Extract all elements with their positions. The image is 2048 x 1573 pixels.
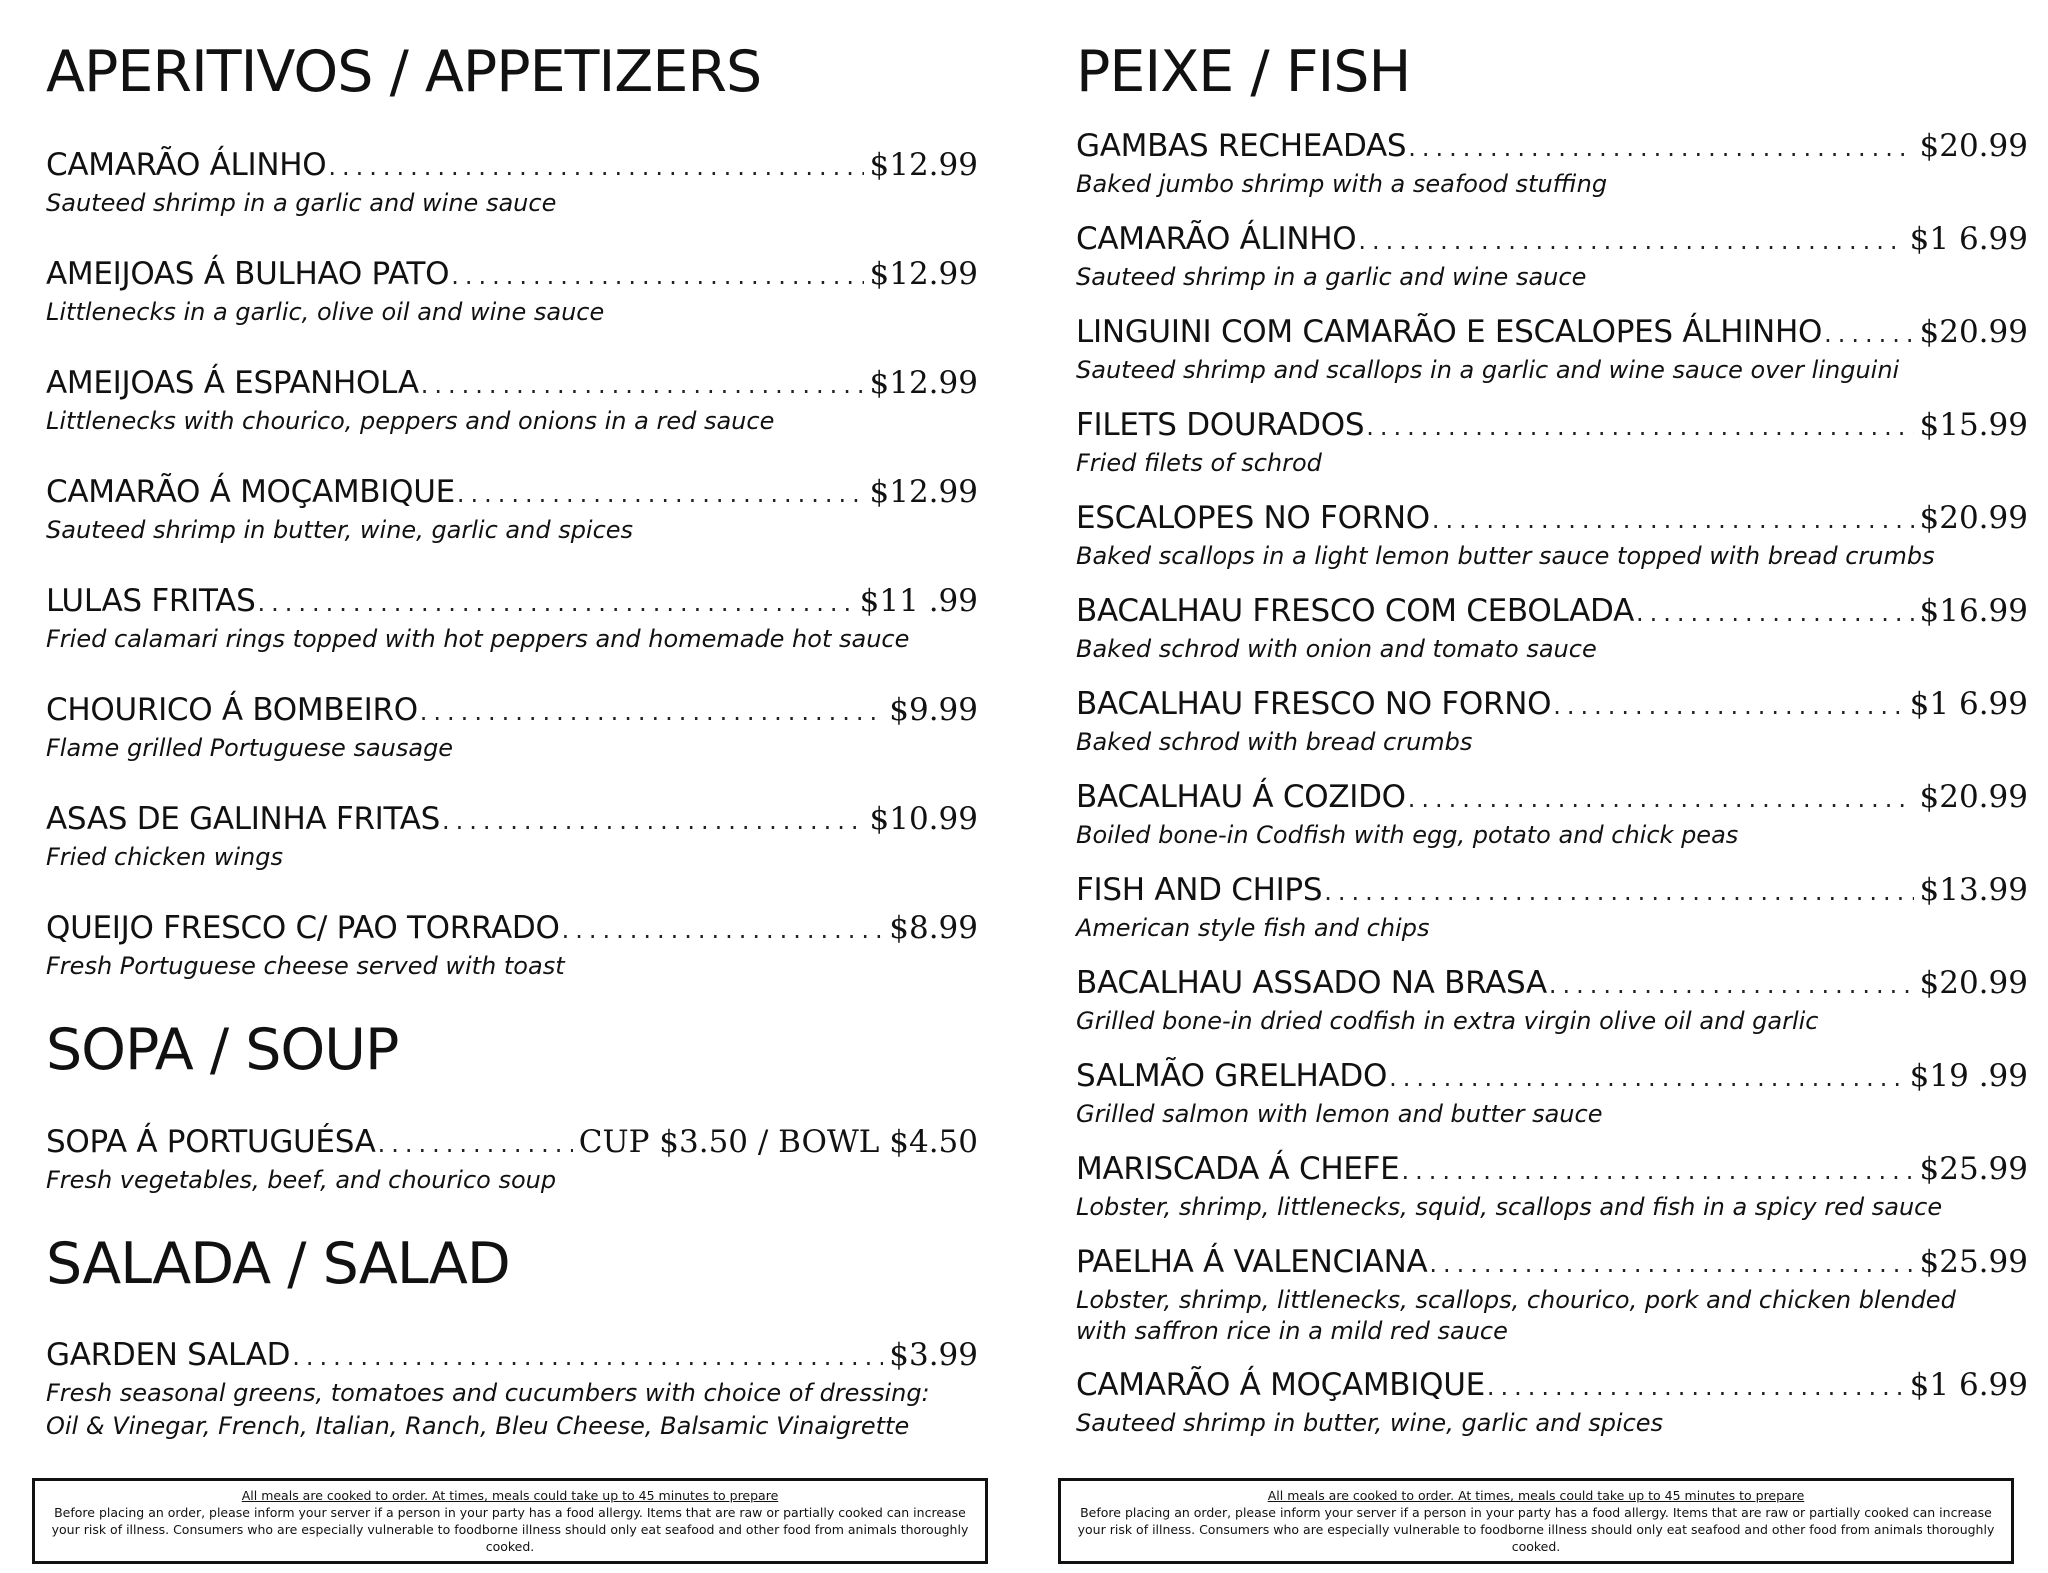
item-name: AMEIJOAS Á BULHAO PATO [46,256,450,292]
leader-dots [378,1125,573,1163]
item-name: GARDEN SALAD [46,1337,291,1373]
menu-item [46,473,978,546]
menu-item [46,255,978,328]
item-price: $16.99 [1919,593,2028,629]
leader-dots [1636,594,1914,632]
leader-dots [1401,1152,1913,1190]
leader-dots [1432,501,1914,539]
menu-item [1076,220,2028,293]
item-name: CAMARÃO Á MOÇAMBIQUE [1076,1367,1485,1403]
menu-item [1076,1243,2028,1347]
item-description: Grilled salmon with lemon and butter sauce [1076,1100,1603,1128]
leader-dots [1358,222,1903,260]
item-price: $25.99 [1919,1151,2028,1187]
item-price: $20.99 [1919,779,2028,815]
leader-dots [328,148,863,186]
item-description: Sauteed shrimp in a garlic and wine sauce [1076,263,1587,291]
item-price: $8.99 [889,910,978,946]
item-name: MARISCADA Á CHEFE [1076,1151,1400,1187]
menu-item [1076,313,2028,386]
menu-item [1076,499,2028,572]
item-description: Fresh Portuguese cheese served with toast [46,952,565,980]
item-price: $13.99 [1919,872,2028,908]
item-name: CAMARÃO Á MOÇAMBIQUE [46,474,455,510]
leader-dots [1389,1059,1904,1097]
leader-dots [442,802,863,840]
item-name: GAMBAS RECHEADAS [1076,128,1407,164]
item-name: FISH AND CHIPS [1076,872,1323,908]
item-name: BACALHAU FRESCO NO FORNO [1076,686,1552,722]
leader-dots [421,366,864,404]
item-description: Baked jumbo shrimp with a seafood stuffing [1076,170,1608,198]
item-description: Flame grilled Portuguese sausage [46,734,454,762]
item-description: Littlenecks in a garlic, olive oil and wine sauce [46,298,605,326]
allergy-notice [1058,1478,2014,1564]
item-description: Fried calamari rings topped with hot peppers and homemade hot sauce [46,625,910,653]
menu-item [1076,964,2028,1037]
item-price: $1 6.99 [1909,686,2028,722]
item-description: Sauteed shrimp in a garlic and wine sauce [46,189,557,217]
item-description: Baked schrod with onion and tomato sauce [1076,635,1597,663]
item-name: PAELHA Á VALENCIANA [1076,1244,1428,1280]
leader-dots [451,257,863,295]
item-name: BACALHAU Á COZIDO [1076,779,1406,815]
menu-item [1076,127,2028,200]
item-description: Sauteed shrimp in butter, wine, garlic and spices [46,516,634,544]
leader-dots [292,1338,883,1376]
leader-dots [1824,315,1913,353]
notice-title: All meals are cooked to order. At times, meals could take up to 45 minutes to prepare [1267,1488,1805,1503]
leader-dots [1324,873,1913,911]
item-name: FILETS DOURADOS [1076,407,1365,443]
menu-item [1076,1366,2028,1439]
item-description: Fresh vegetables, beef, and chourico soup [46,1166,557,1194]
item-name: SOPA Á PORTUGUÉSA [46,1124,376,1160]
item-description: Sauteed shrimp and scallops in a garlic and wine sauce over linguini [1076,356,1900,384]
item-price: $10.99 [869,801,978,837]
item-price: $20.99 [1919,965,2028,1001]
notice-body: Before placing an order, please inform your server if a person in your party has a food allergy. Items that are raw or partially cooked can increase your risk of illness. Consumers who are especially vulnerable to foodborne illness should only eat seafood and other food from animals thoroughly cooked. [1077,1505,1995,1554]
leader-dots [1408,780,1914,818]
menu-column-right [1060,0,2040,1573]
item-description: Fresh seasonal greens, tomatoes and cucumbers with choice of dressing: [46,1379,930,1407]
item-name: BACALHAU FRESCO COM CEBOLADA [1076,593,1634,629]
section-title-fish: PEIXE / FISH [1076,39,1411,105]
menu-item [46,909,978,982]
menu-item [1076,1150,2028,1223]
item-name: LINGUINI COM CAMARÃO E ESCALOPES ÁLHINHO [1076,314,1823,350]
section-title-salad: SALADA / SALAD [46,1231,510,1297]
item-description: Fried chicken wings [46,843,283,871]
menu-item [1076,685,2028,758]
leader-dots [1553,687,1903,725]
item-name: BACALHAU ASSADO NA BRASA [1076,965,1547,1001]
item-price: $9.99 [889,692,978,728]
menu-item [1076,592,2028,665]
leader-dots [1366,408,1913,446]
leader-dots [1487,1368,1904,1406]
item-name: CAMARÃO ÁLINHO [46,147,327,183]
leader-dots [1429,1245,1913,1283]
item-price: $20.99 [1919,128,2028,164]
menu-item [1076,778,2028,851]
menu-item [46,1123,978,1196]
leader-dots [257,584,853,622]
item-price: $12.99 [869,365,978,401]
item-name: AMEIJOAS Á ESPANHOLA [46,365,419,401]
item-name: CAMARÃO ÁLINHO [1076,221,1357,257]
item-name: ESCALOPES NO FORNO [1076,500,1430,536]
item-name: CHOURICO Á BOMBEIRO [46,692,418,728]
item-price: $15.99 [1919,407,2028,443]
item-name: QUEIJO FRESCO C/ PAO TORRADO [46,910,560,946]
menu-item [46,691,978,764]
item-description: Sauteed shrimp in butter, wine, garlic and spices [1076,1409,1664,1437]
item-name: SALMÃO GRELHADO [1076,1058,1388,1094]
leader-dots [420,693,883,731]
notice-title: All meals are cooked to order. At times, meals could take up to 45 minutes to prepare [241,1488,779,1503]
item-price: $12.99 [869,256,978,292]
section-title-appetizers: APERITIVOS / APPETIZERS [46,39,762,105]
item-description: Lobster, shrimp, littlenecks, scallops, chourico, pork and chicken blended with saffron rice in a mild red sauce [1076,1286,1956,1345]
item-price: $25.99 [1919,1244,2028,1280]
item-description-dressings: Oil & Vinegar, French, Italian, Ranch, Bleu Cheese, Balsamic Vinaigrette [46,1412,910,1440]
notice-body: Before placing an order, please inform your server if a person in your party has a food allergy. Items that are raw or partially cooked can increase your risk of illness. Consumers who are especially vulnerable to foodborne illness should only eat seafood and other food from animals thoroughly cooked. [51,1505,969,1554]
item-price: $3.99 [889,1337,978,1373]
item-name: LULAS FRITAS [46,583,256,619]
item-price: $19 .99 [1909,1058,2028,1094]
item-price: $1 6.99 [1909,221,2028,257]
item-price: $12.99 [869,147,978,183]
section-title-soup: SOPA / SOUP [46,1017,399,1083]
leader-dots [562,911,884,949]
allergy-notice [32,1478,988,1564]
leader-dots [1549,966,1914,1004]
menu-item [46,364,978,437]
item-price: $1 6.99 [1909,1367,2028,1403]
item-price: CUP $3.50 / BOWL $4.50 [578,1124,978,1160]
menu-column-left [30,0,990,1573]
menu-item [1076,406,2028,479]
menu-item [46,582,978,655]
item-description: Baked scallops in a light lemon butter sauce topped with bread crumbs [1076,542,1935,570]
item-price: $20.99 [1919,314,2028,350]
item-description: American style fish and chips [1076,914,1430,942]
menu-item [1076,1057,2028,1130]
item-description: Grilled bone-in dried codfish in extra virgin olive oil and garlic [1076,1007,1819,1035]
menu-item [46,146,978,219]
menu-item [1076,871,2028,944]
item-description: Littlenecks with chourico, peppers and onions in a red sauce [46,407,775,435]
item-price: $20.99 [1919,500,2028,536]
item-price: $11 .99 [859,583,978,619]
item-name: ASAS DE GALINHA FRITAS [46,801,441,837]
item-description: Lobster, shrimp, littlenecks, squid, scallops and fish in a spicy red sauce [1076,1193,1943,1221]
menu-item [46,800,978,873]
item-price: $12.99 [869,474,978,510]
leader-dots [1408,129,1913,167]
item-description: Fried filets of schrod [1076,449,1322,477]
leader-dots [457,475,864,513]
item-description: Baked schrod with bread crumbs [1076,728,1473,756]
item-description: Boiled bone-in Codfish with egg, potato and chick peas [1076,821,1739,849]
menu-item [46,1336,978,1442]
